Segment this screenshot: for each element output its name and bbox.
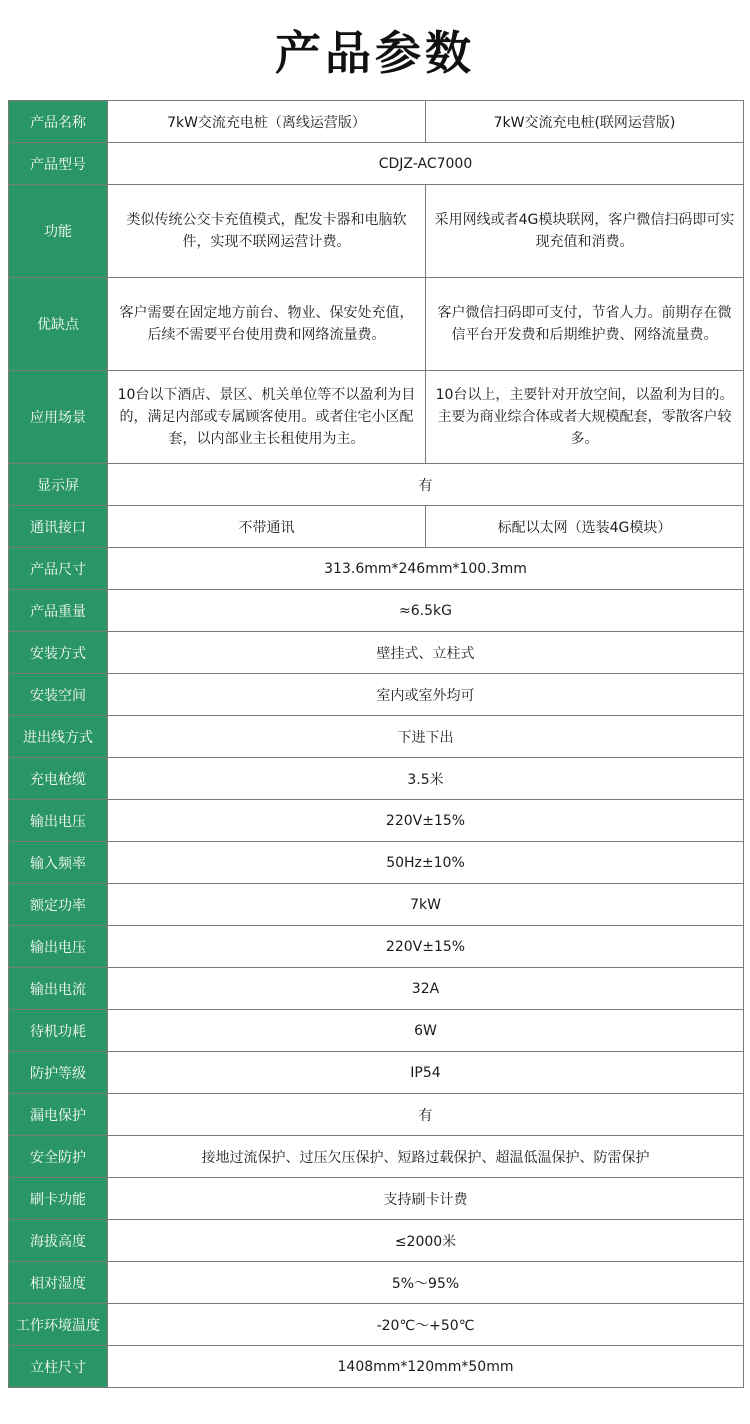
row-label: 刷卡功能 [9,1178,108,1220]
table-row [9,674,744,716]
row-label: 输出电流 [9,968,108,1010]
row-value: 室内或室外均可 [108,674,744,716]
row-label: 应用场景 [9,371,108,464]
table-row [9,632,744,674]
row-value: 220V±15% [108,926,744,968]
row-value: 313.6mm*246mm*100.3mm [108,548,744,590]
row-label: 进出线方式 [9,716,108,758]
row-value: 5%～95% [108,1262,744,1304]
table-row-function [9,185,744,278]
row-label: 工作环境温度 [9,1304,108,1346]
table-row-header [9,101,744,143]
table-row-comm [9,506,744,548]
row-label: 防护等级 [9,1052,108,1094]
row-label: 功能 [9,185,108,278]
table-row [9,926,744,968]
row-value: 支持刷卡计费 [108,1178,744,1220]
row-value: 32A [108,968,744,1010]
row-value: ≤2000米 [108,1220,744,1262]
table-row [9,590,744,632]
pros-cons-online: 客户微信扫码即可支付，节省人力。前期存在微信平台开发费和后期维护费、网络流量费。 [426,278,744,371]
online-version-name: 7kW交流充电桩(联网运营版) [426,101,744,143]
table-row [9,758,744,800]
function-offline: 类似传统公交卡充值模式，配发卡器和电脑软件，实现不联网运营计费。 [108,185,426,278]
scenario-offline: 10台以下酒店、景区、机关单位等不以盈利为目的，满足内部或专属顾客使用。或者住宅小区配套，以内部业主长租使用为主。 [108,371,426,464]
scenario-online: 10台以上，主要针对开放空间，以盈利为目的。主要为商业综合体或者大规模配套，零散客户较多。 [426,371,744,464]
table-row-pros-cons [9,278,744,371]
row-value: 7kW [108,884,744,926]
comm-offline: 不带通讯 [108,506,426,548]
table-row-model [9,143,744,185]
row-label: 产品重量 [9,590,108,632]
row-value: 壁挂式、立柱式 [108,632,744,674]
table-row [9,548,744,590]
model-value: CDJZ-AC7000 [108,143,744,185]
row-value: 6W [108,1010,744,1052]
table-row [9,842,744,884]
row-value: -20℃～+50℃ [108,1304,744,1346]
row-label: 海拔高度 [9,1220,108,1262]
row-value: 1408mm*120mm*50mm [108,1346,744,1388]
row-label: 显示屏 [9,464,108,506]
row-value: 3.5米 [108,758,744,800]
table-row [9,884,744,926]
row-label: 输出电压 [9,926,108,968]
row-label: 待机功耗 [9,1010,108,1052]
function-online: 采用网线或者4G模块联网，客户微信扫码即可实现充值和消费。 [426,185,744,278]
row-label: 产品名称 [9,101,108,143]
table-row [9,1094,744,1136]
table-row [9,1346,744,1388]
row-value: ≈6.5kG [108,590,744,632]
table-row-scenario [9,371,744,464]
row-label: 安装方式 [9,632,108,674]
display-value: 有 [108,464,744,506]
row-label: 充电枪缆 [9,758,108,800]
spec-table [8,100,744,1388]
row-label: 安装空间 [9,674,108,716]
row-value: 下进下出 [108,716,744,758]
row-value: 50Hz±10% [108,842,744,884]
row-label: 通讯接口 [9,506,108,548]
table-row [9,716,744,758]
table-row [9,1304,744,1346]
table-row [9,1136,744,1178]
row-label: 相对湿度 [9,1262,108,1304]
row-label: 产品型号 [9,143,108,185]
table-row [9,968,744,1010]
table-row [9,1220,744,1262]
row-label: 安全防护 [9,1136,108,1178]
row-value: 有 [108,1094,744,1136]
page-title: 产品参数 [275,26,475,80]
table-row [9,1052,744,1094]
pros-cons-offline: 客户需要在固定地方前台、物业、保安处充值，后续不需要平台使用费和网络流量费。 [108,278,426,371]
table-row [9,1010,744,1052]
row-label: 产品尺寸 [9,548,108,590]
row-label: 立柱尺寸 [9,1346,108,1388]
table-row [9,1178,744,1220]
comm-online: 标配以太网（选装4G模块） [426,506,744,548]
row-label: 输入频率 [9,842,108,884]
row-value: 220V±15% [108,800,744,842]
table-row [9,800,744,842]
offline-version-name: 7kW交流充电桩（离线运营版） [108,101,426,143]
row-label: 优缺点 [9,278,108,371]
table-row-display [9,464,744,506]
table-row [9,1262,744,1304]
row-label: 额定功率 [9,884,108,926]
row-value: 接地过流保护、过压欠压保护、短路过载保护、超温低温保护、防雷保护 [108,1136,744,1178]
row-label: 漏电保护 [9,1094,108,1136]
row-label: 输出电压 [9,800,108,842]
row-value: IP54 [108,1052,744,1094]
